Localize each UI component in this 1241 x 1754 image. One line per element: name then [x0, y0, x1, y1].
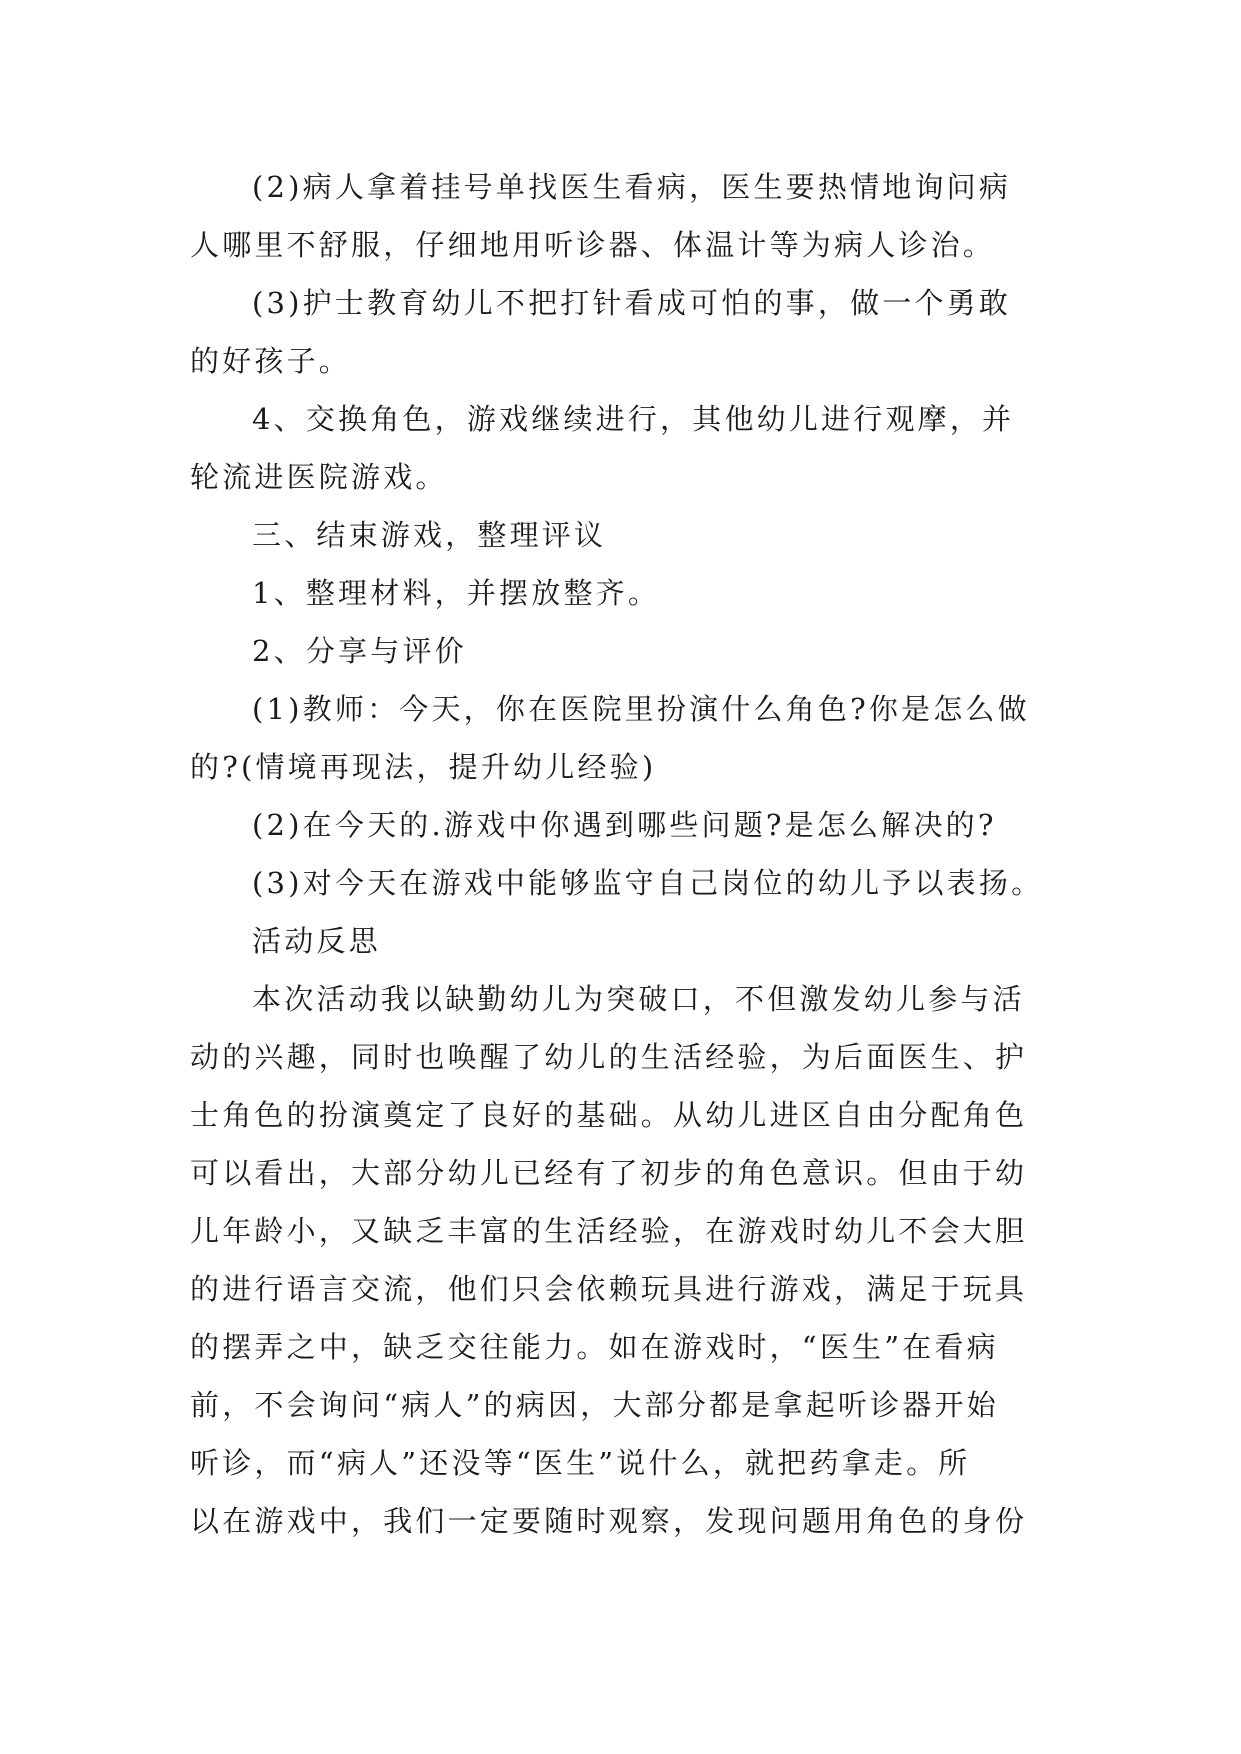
- text-line: 听诊，而“病人”还没等“医生”说什么，就把药拿走。所: [190, 1446, 971, 1480]
- text-line: 2、分享与评价: [252, 634, 467, 668]
- paragraph-patient-visit: [190, 158, 1060, 274]
- paragraph-problems-question: [190, 796, 1060, 854]
- text-line: 的?(情境再现法，提升幼儿经验): [190, 750, 657, 784]
- text-line: (2)在今天的.游戏中你遇到哪些问题?是怎么解决的?: [252, 808, 997, 842]
- paragraph-share-evaluate: [190, 622, 1060, 680]
- section-heading-end-game: [190, 506, 1060, 564]
- text-line: 可以看出，大部分幼儿已经有了初步的角色意识。但由于幼: [190, 1156, 1028, 1190]
- text-line: (3)对今天在游戏中能够监守自己岗位的幼儿予以表扬。: [252, 866, 1044, 900]
- section-heading-reflection: [190, 912, 1060, 970]
- text-line: (2)病人拿着挂号单找医生看病，医生要热情地询问病: [252, 170, 1012, 204]
- paragraph-reflection-body: [190, 970, 1060, 1550]
- text-line: 的进行语言交流，他们只会依赖玩具进行游戏，满足于玩具: [190, 1272, 1028, 1306]
- text-line: 人哪里不舒服，仔细地用听诊器、体温计等为病人诊治。: [190, 228, 996, 262]
- text-line: 的摆弄之中，缺乏交往能力。如在游戏时，“医生”在看病: [190, 1330, 999, 1364]
- text-line: 三、结束游戏，整理评议: [252, 518, 607, 552]
- document-body: [190, 158, 1060, 1550]
- text-line: 以在游戏中，我们一定要随时观察，发现问题用角色的身份: [190, 1504, 1028, 1538]
- text-line: 4、交换角色，游戏继续进行，其他幼儿进行观摩，并: [252, 402, 1015, 436]
- text-line: 的好孩子。: [190, 344, 352, 378]
- text-line: 活动反思: [252, 924, 381, 958]
- text-line: 1、整理材料，并摆放整齐。: [252, 576, 661, 610]
- paragraph-switch-roles: [190, 390, 1060, 506]
- paragraph-nurse-education: [190, 274, 1060, 390]
- text-line: 本次活动我以缺勤幼儿为突破口，不但激发幼儿参与活: [252, 982, 1025, 1016]
- text-line: 士角色的扮演奠定了良好的基础。从幼儿进区自由分配角色: [190, 1098, 1028, 1132]
- text-line: 动的兴趣，同时也唤醒了幼儿的生活经验，为后面医生、护: [190, 1040, 1028, 1074]
- text-line: (3)护士教育幼儿不把打针看成可怕的事，做一个勇敢: [252, 286, 1012, 320]
- paragraph-tidy-materials: [190, 564, 1060, 622]
- paragraph-teacher-question: [190, 680, 1060, 796]
- text-line: 儿年龄小，又缺乏丰富的生活经验，在游戏时幼儿不会大胆: [190, 1214, 1028, 1248]
- paragraph-praise: [190, 854, 1060, 912]
- text-line: (1)教师：今天，你在医院里扮演什么角色?你是怎么做: [252, 692, 1030, 726]
- text-line: 轮流进医院游戏。: [190, 460, 448, 494]
- text-line: 前，不会询问“病人”的病因，大部分都是拿起听诊器开始: [190, 1388, 999, 1422]
